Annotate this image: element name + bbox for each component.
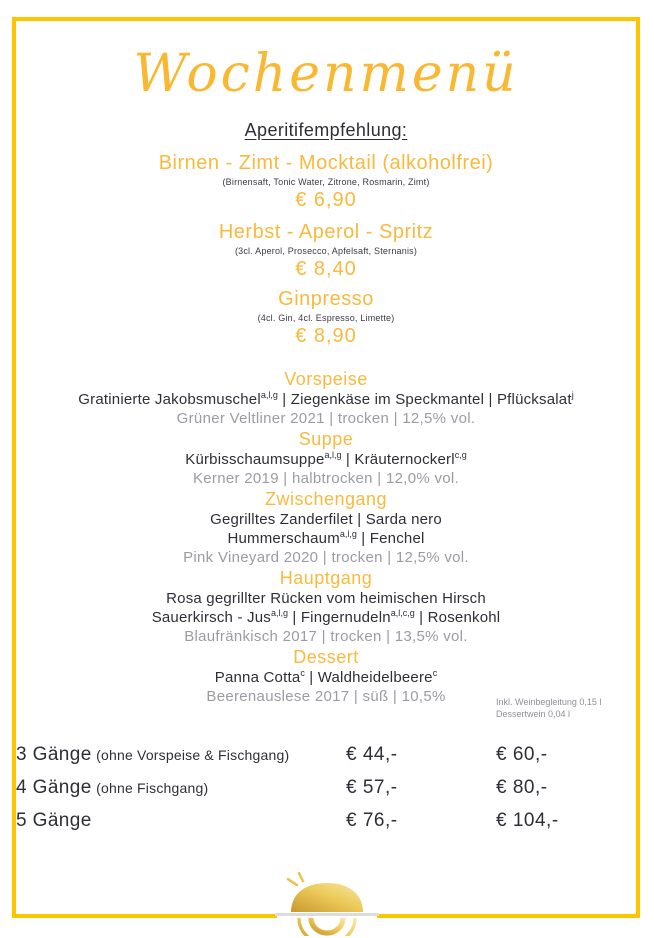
course-wine-pairing: Beerenauslese 2017 | süß | 10,5% — [206, 688, 446, 705]
course-dish-line: Gegrilltes Zanderfilet | Sarda nero — [210, 511, 442, 528]
menu-price: € 57,- — [346, 777, 398, 798]
cloche-dome-icon — [267, 872, 387, 936]
course-heading: Dessert — [293, 647, 359, 667]
price-row — [16, 810, 616, 832]
course-suppe — [16, 428, 636, 488]
aperitif-name: Birnen - Zimt - Mocktail (alkoholfrei) — [158, 152, 494, 174]
course-zwischengang — [16, 488, 636, 567]
aperitif-price: € 6,90 — [295, 189, 357, 211]
aperitif-price: € 8,90 — [295, 325, 357, 347]
page-title: Wochenmenü — [133, 44, 519, 104]
course-wine-pairing: Grüner Veltliner 2021 | trocken | 12,5% vol. — [176, 410, 476, 427]
wine-note-line: Dessertwein 0,04 l — [496, 709, 571, 719]
aperitif-name: Herbst - Aperol - Spritz — [218, 221, 434, 243]
menu-with-wine-price: € 80,- — [496, 777, 548, 798]
course-wine-pairing: Blaufränkisch 2017 | trocken | 13,5% vol. — [184, 628, 468, 645]
course-count-label: 4 Gänge (ohne Fischgang) — [16, 777, 209, 798]
course-heading: Hauptgang — [279, 568, 373, 588]
course-dish-line: Rosa gegrillter Rücken vom heimischen Hirsch — [166, 590, 486, 607]
aperitif-ingredients: (Birnensaft, Tonic Water, Zitrone, Rosmarin, Zimt) — [222, 177, 430, 187]
aperitif-item — [16, 151, 636, 212]
course-dish-line: Sauerkirsch - Jus$^{a,l,g}$ | Fingernudeln$^{a,l,c,g}$ | Rosenkohl — [151, 608, 501, 626]
courses-section — [16, 368, 636, 706]
aperitif-item — [16, 287, 636, 348]
course-vorspeise — [16, 368, 636, 428]
course-wine-pairing: Pink Vineyard 2020 | trocken | 12,5% vol. — [183, 549, 469, 566]
aperitif-section — [16, 113, 636, 348]
menu-price: € 76,- — [346, 810, 398, 831]
menu-price: € 44,- — [346, 744, 398, 765]
menu-with-wine-price: € 60,- — [496, 744, 548, 765]
aperitif-ingredients: (4cl. Gin, 4cl. Espresso, Limette) — [257, 313, 395, 323]
course-count-label: 5 Gänge — [16, 810, 92, 831]
aperitif-ingredients: (3cl. Aperol, Prosecco, Apfelsaft, Sternanis) — [234, 246, 418, 256]
menu-with-wine-price: € 104,- — [496, 810, 559, 831]
course-count-label: 3 Gänge (ohne Vorspeise & Fischgang) — [16, 744, 290, 765]
wine-accompaniment-note — [496, 696, 626, 720]
aperitif-name: Ginpresso — [278, 288, 374, 310]
course-heading: Suppe — [298, 429, 354, 449]
course-wine-pairing: Kerner 2019 | halbtrocken | 12,0% vol. — [192, 470, 459, 487]
course-heading: Zwischengang — [264, 489, 388, 509]
aperitif-price: € 8,40 — [295, 258, 357, 280]
course-dish-line: Kürbisschaumsuppe$^{a,l,g}$ | Kräuternockerl$^{c,g}$ — [185, 450, 467, 468]
course-dish-line: Panna Cotta$^c$ | Waldheidelbeere$^c$ — [214, 668, 438, 686]
price-row — [16, 777, 616, 799]
course-hauptgang — [16, 567, 636, 646]
aperitif-item — [16, 220, 636, 281]
aperitif-heading: Aperitifempfehlung: — [244, 120, 408, 140]
course-heading: Vorspeise — [284, 369, 368, 389]
price-row — [16, 744, 616, 766]
course-dish-line: Hummerschaum$^{a,l,g}$ | Fenchel — [227, 529, 425, 547]
wine-note-line: Inkl. Weinbegleitung 0,15 l — [496, 697, 602, 707]
course-dish-line: Gratinierte Jakobsmuschel$^{a,l,g}$ | Ziegenkäse im Speckmantel | Pflücksalat$^j$ — [78, 390, 574, 408]
price-table — [16, 733, 616, 832]
